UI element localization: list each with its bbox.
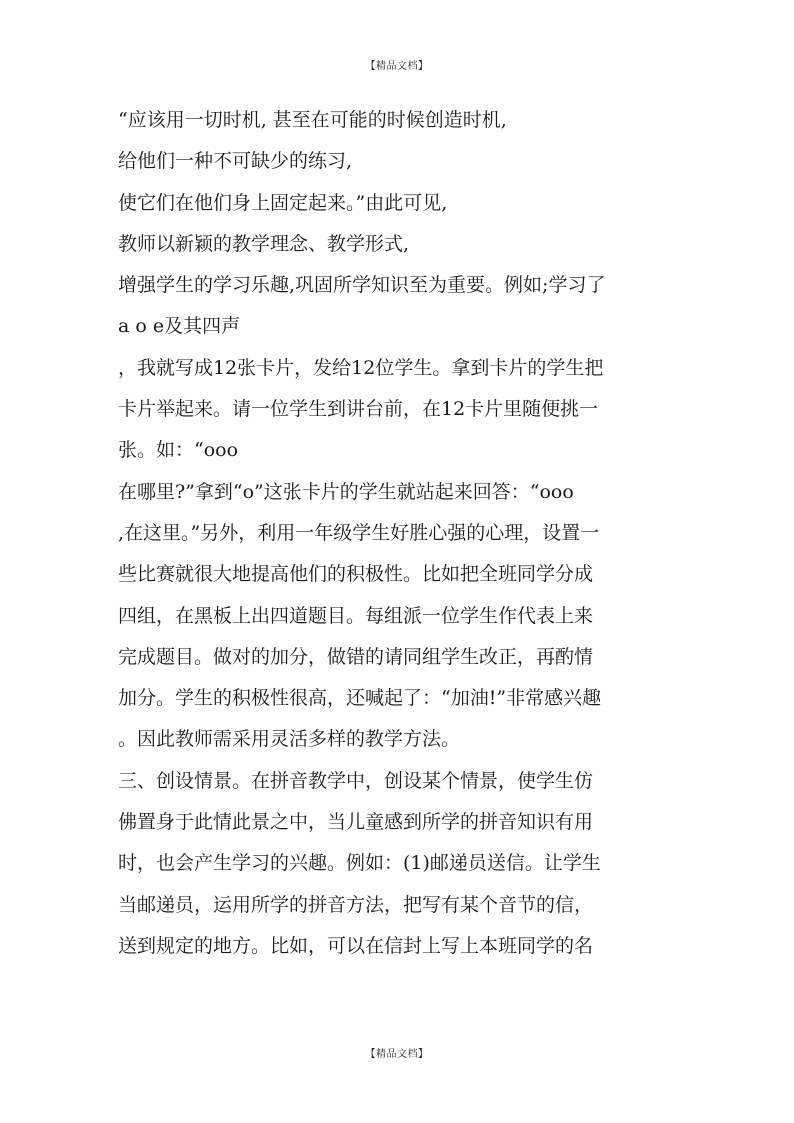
text-line: ，我就写成12张卡片，发给12位学生。拿到卡片的学生把	[118, 356, 604, 379]
text-line: “应该用一切时机, 甚至在可能的时候创造时机,	[118, 109, 507, 131]
text-line: 教师以新颖的教学理念、教学形式,	[118, 232, 410, 255]
text-line: 给他们一种不可缺少的练习,	[118, 150, 353, 173]
page-header: 【精品文档】	[365, 61, 429, 72]
text-line: 增强学生的学习乐趣,巩固所学知识至为重要。例如;学习了	[118, 274, 606, 297]
text-line: 三、创设情景。在拼音教学中，创设某个情景，使学生仿	[118, 769, 594, 792]
text-line: 张。如：“ooo	[118, 439, 239, 462]
text-line: ,在这里。”另外，利用一年级学生好胜心强的心理，设置一	[118, 521, 600, 544]
text-line: 时，也会产生学习的兴趣。例如：(1)邮递员送信。让学生	[118, 852, 601, 875]
text-line: 使它们在他们身上固定起来。”由此可见,	[118, 191, 448, 214]
document-body	[118, 100, 678, 967]
text-line: 加分。学生的积极性很高，还喊起了：“加油!”非常感兴趣	[118, 687, 602, 710]
text-line: 。因此教师需采用灵活多样的教学方法。	[118, 728, 461, 751]
text-line: a o e及其四声	[118, 315, 241, 338]
text-line: 当邮递员，运用所学的拼音方法，把写有某个音节的信，	[118, 893, 594, 916]
text-line: 些比赛就很大地提高他们的积极性。比如把全班同学分成	[118, 563, 594, 586]
text-line: 卡片举起来。请一位学生到讲台前，在12卡片里随便挑一	[118, 398, 599, 421]
text-line: 在哪里?”拿到“o”这张卡片的学生就站起来回答：“ooo	[118, 480, 574, 503]
text-line: 佛置身于此情此景之中，当儿童感到所学的拼音知识有用	[118, 811, 594, 834]
page-footer: 【精品文档】	[365, 1049, 429, 1060]
text-line: 四组，在黑板上出四道题目。每组派一位学生作代表上来	[118, 604, 594, 627]
text-line: 送到规定的地方。比如，可以在信封上写上本班同学的名	[118, 934, 594, 957]
text-line: 完成题目。做对的加分，做错的请同组学生改正，再酌情	[118, 645, 594, 668]
